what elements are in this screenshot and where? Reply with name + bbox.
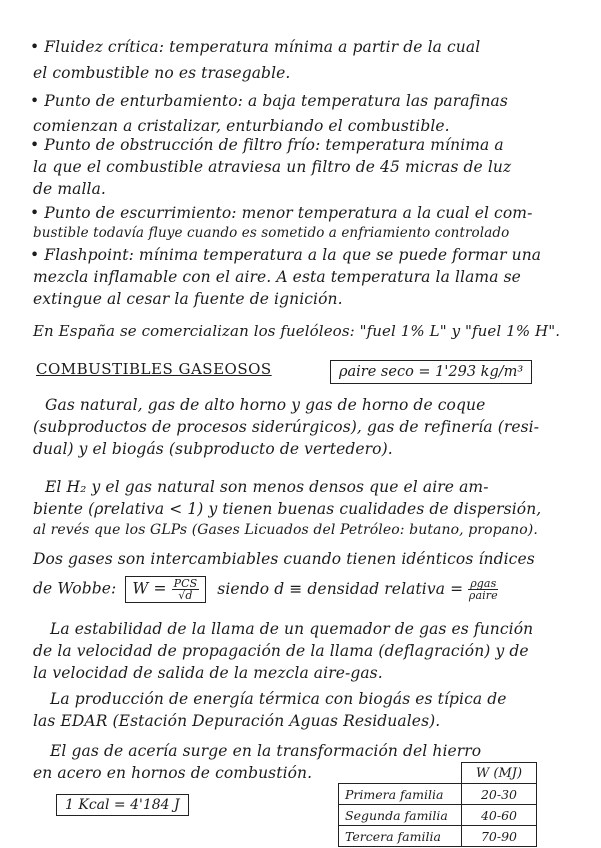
wobbe-denominator: √d bbox=[178, 589, 193, 602]
density-ratio-denominator: ρaire bbox=[468, 589, 498, 602]
family-name: Primera familia bbox=[339, 784, 462, 805]
wobbe-formula-box bbox=[125, 576, 206, 603]
note-line: • Punto de obstrucción de filtro frío: temperatura mínima a bbox=[30, 136, 504, 154]
note-line: dual) y el biogás (subproducto de vertedero). bbox=[33, 440, 393, 458]
note-line: de la velocidad de propagación de la llama (deflagración) y de bbox=[33, 642, 529, 660]
table-row bbox=[339, 805, 537, 826]
kcal-box: 1 Kcal = 4'184 J bbox=[56, 794, 189, 816]
table-row bbox=[339, 784, 537, 805]
note-line: (subproductos de procesos siderúrgicos), gas de refinería (resi- bbox=[33, 418, 540, 436]
table-header-row bbox=[339, 763, 537, 784]
section-title: COMBUSTIBLES GASEOSOS bbox=[36, 360, 272, 378]
note-line: extingue al cesar la fuente de ignición. bbox=[33, 290, 343, 308]
note-line: bustible todavía fluye cuando es sometido a enfriamiento controlado bbox=[33, 225, 510, 241]
note-line: comienzan a cristalizar, enturbiando el combustible. bbox=[33, 117, 450, 135]
note-line: la velocidad de salida de la mezcla aire-gas. bbox=[33, 664, 383, 682]
table-row bbox=[339, 826, 537, 847]
note-line: • Fluidez crítica: temperatura mínima a partir de la cual bbox=[30, 38, 481, 56]
note-line: En España se comercializan los fuelóleos: "fuel 1% L" y "fuel 1% H". bbox=[33, 322, 561, 340]
note-line: El H₂ y el gas natural son menos densos que el aire am- bbox=[45, 478, 489, 496]
wobbe-fraction bbox=[172, 578, 200, 601]
note-line: Gas natural, gas de alto horno y gas de horno de coque bbox=[45, 396, 486, 414]
wobbe-families-table bbox=[338, 762, 537, 847]
note-line: el combustible no es trasegable. bbox=[33, 64, 291, 82]
density-ratio-numerator: ρgas bbox=[470, 577, 497, 590]
table-header: W (MJ) bbox=[462, 763, 537, 784]
note-line: • Punto de escurrimiento: menor temperatura a la cual el com- bbox=[30, 204, 533, 222]
family-value: 70-90 bbox=[462, 826, 537, 847]
note-line: en acero en hornos de combustión. bbox=[33, 764, 313, 782]
note-line: La estabilidad de la llama de un quemador de gas es función bbox=[50, 620, 534, 638]
density-box: ρaire seco = 1'293 kg/m³ bbox=[330, 360, 532, 384]
note-line: La producción de energía térmica con biogás es típica de bbox=[50, 690, 507, 708]
family-value: 20-30 bbox=[462, 784, 537, 805]
note-line: Dos gases son intercambiables cuando tienen idénticos índices bbox=[33, 550, 535, 568]
density-ratio bbox=[468, 578, 498, 601]
wobbe-middle: siendo d ≡ densidad relativa = bbox=[217, 579, 464, 598]
wobbe-prefix: de Wobbe: bbox=[33, 579, 117, 598]
note-line: de malla. bbox=[33, 180, 106, 198]
note-line: la que el combustible atraviesa un filtro de 45 micras de luz bbox=[33, 158, 512, 176]
wobbe-numerator: PCS bbox=[173, 577, 198, 590]
note-line: • Flashpoint: mínima temperatura a la que se puede formar una bbox=[30, 246, 542, 264]
note-line: las EDAR (Estación Depuración Aguas Residuales). bbox=[33, 712, 441, 730]
family-name: Tercera familia bbox=[339, 826, 462, 847]
note-line: • Punto de enturbamiento: a baja temperatura las parafinas bbox=[30, 92, 508, 110]
wobbe-line bbox=[33, 576, 498, 603]
wobbe-formula-lhs: W = bbox=[132, 579, 167, 598]
note-line: mezcla inflamable con el aire. A esta temperatura la llama se bbox=[33, 268, 521, 286]
table-corner bbox=[339, 763, 462, 784]
family-value: 40-60 bbox=[462, 805, 537, 826]
note-line: El gas de acería surge en la transformación del hierro bbox=[50, 742, 482, 760]
family-name: Segunda familia bbox=[339, 805, 462, 826]
note-line: al revés que los GLPs (Gases Licuados del Petróleo: butano, propano). bbox=[33, 522, 538, 538]
note-line: biente (ρrelativa < 1) y tienen buenas cualidades de dispersión, bbox=[33, 500, 542, 518]
